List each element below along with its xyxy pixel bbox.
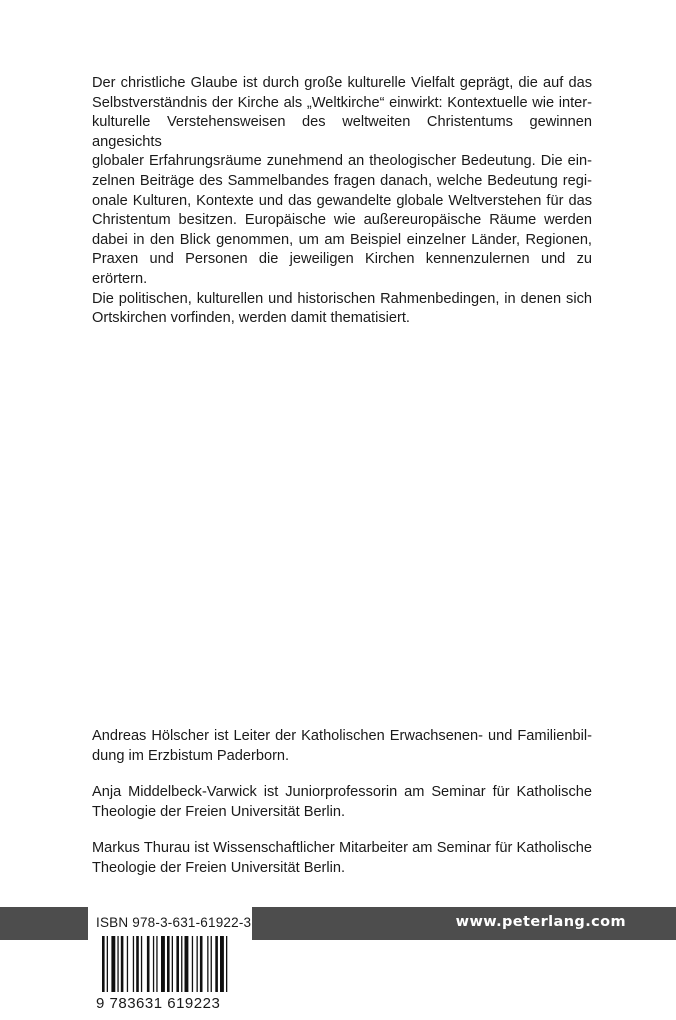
blurb-line: dabei in den Blick genommen, um am Beispiel einzelner Länder, Regionen,: [92, 231, 592, 248]
isbn-label: ISBN 978-3-631-61922-3: [96, 915, 252, 930]
barcode-bar: [181, 936, 182, 992]
barcode-bar: [121, 936, 124, 992]
barcode-bar: [102, 936, 105, 992]
blurb-line: kulturelle Verstehensweisen des weltweiten Christentums gewinnen angesichts: [92, 114, 592, 150]
barcode-bar: [211, 936, 212, 992]
barcode-bar: [117, 936, 118, 992]
blurb-line: zelnen Beiträge des Sammelbandes fragen danach, welche Bedeutung regi-: [92, 172, 592, 189]
blurb-line: Die politischen, kulturellen und historischen Rahmenbedingen, in denen sich: [92, 290, 592, 307]
bio-line: Andreas Hölscher ist Leiter der Katholischen Erwachsenen- und Familienbil-: [92, 728, 592, 744]
barcode-bar: [156, 936, 157, 992]
publisher-url: www.peterlang.com: [455, 914, 626, 930]
barcode-bar: [172, 936, 173, 992]
blurb-line: Christentum besitzen. Europäische wie außereuropäische Räume werden: [92, 212, 592, 229]
bio-hoelscher: [92, 727, 592, 766]
author-bios: [92, 727, 592, 896]
barcode-bar: [147, 936, 150, 992]
barcode-bar: [185, 936, 189, 992]
barcode-bar: [161, 936, 165, 992]
barcode-bar: [176, 936, 179, 992]
barcode-bar: [136, 936, 139, 992]
barcode-bar: [133, 936, 134, 992]
blurb-line: Selbstverständnis der Kirche als „Weltkirche“ einwirkt: Kontextuelle wie inter-: [92, 94, 592, 111]
blurb-line: Ortskirchen vorfinden, werden damit thematisiert.: [92, 310, 410, 327]
barcode-bar: [192, 936, 193, 992]
bio-line: Theologie der Freien Universität Berlin.: [92, 859, 346, 876]
barcode-bar: [197, 936, 198, 992]
back-cover-blurb: [92, 74, 592, 329]
blurb-line: globaler Erfahrungsräume zunehmend an theologischer Bedeutung. Die ein-: [92, 153, 592, 170]
barcode-bar: [111, 936, 115, 992]
blurb-line: onale Kulturen, Kontexte und das gewandelte globale Weltverstehen für das: [92, 192, 592, 209]
barcode-bar: [153, 936, 154, 992]
bio-line: dung im Erzbistum Paderborn.: [92, 747, 290, 764]
blurb-line: Praxen und Personen die jeweiligen Kirchen kennenzulernen und zu erörtern.: [92, 251, 592, 287]
barcode: [96, 936, 246, 994]
barcode-bar: [107, 936, 108, 992]
barcode-bar: [200, 936, 203, 992]
barcode-bar: [141, 936, 142, 992]
barcode-bar: [215, 936, 218, 992]
bio-line: Theologie der Freien Universität Berlin.: [92, 803, 346, 820]
bio-line: Markus Thurau ist Wissenschaftlicher Mitarbeiter am Seminar für Katholische: [92, 840, 592, 857]
barcode-digits: 9 783631 619223: [96, 995, 221, 1012]
bio-middelbeck-varwick: [92, 783, 592, 822]
barcode-bar: [226, 936, 227, 992]
barcode-bar: [167, 936, 170, 992]
blurb-line: Der christliche Glaube ist durch große kulturelle Vielfalt geprägt, die auf das: [92, 75, 592, 91]
barcode-bar: [127, 936, 128, 992]
barcode-bar: [207, 936, 208, 992]
bio-line: Anja Middelbeck-Varwick ist Juniorprofessorin am Seminar für Katholische: [92, 784, 592, 801]
barcode-bar: [220, 936, 224, 992]
bio-thurau: [92, 839, 592, 878]
